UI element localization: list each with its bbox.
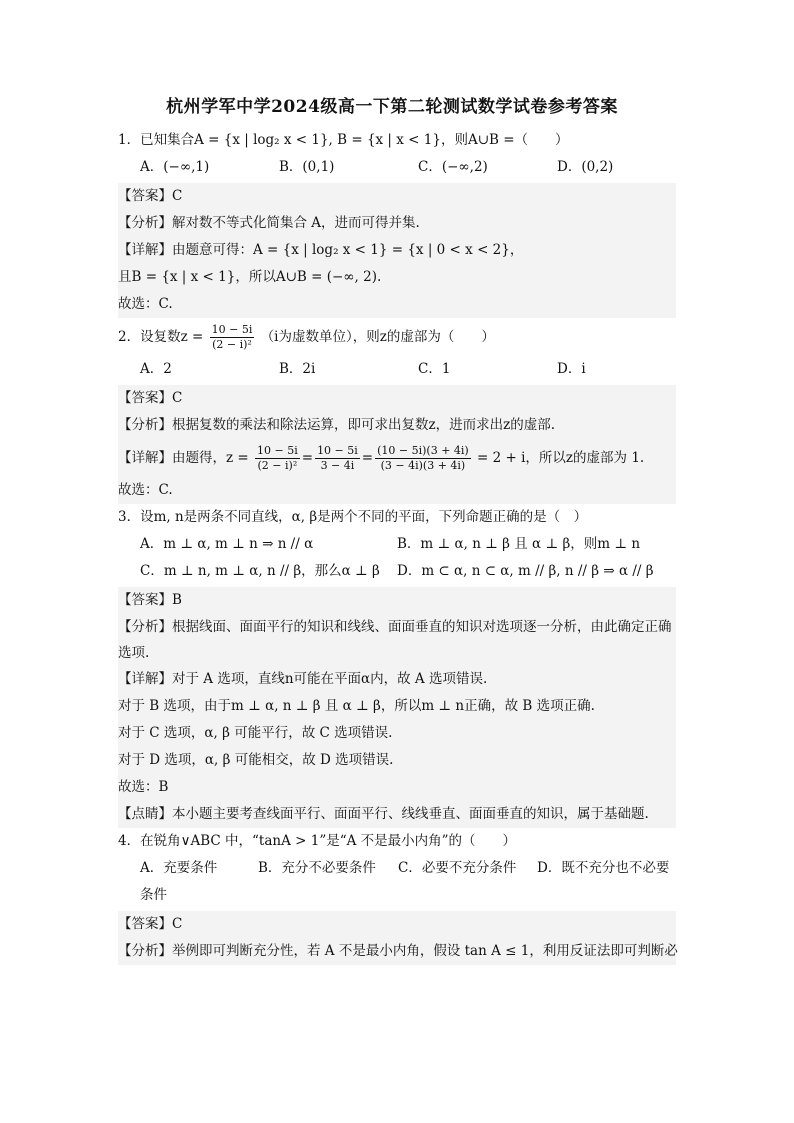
question-3-options [118, 531, 676, 585]
answer-line: 【答案】B [118, 592, 182, 608]
answer-line: 【答案】C [118, 390, 183, 406]
choose-line: 故选：B [118, 779, 169, 795]
fraction [315, 444, 360, 473]
question-4-stem: 4．在锐角∨ABC 中，“tanA > 1”是“A 不是最小内角”的（ ） [118, 833, 517, 849]
denominator: (3 − 4i)(3 + 4i) [380, 459, 466, 472]
option-c: C．必要不充分条件 [398, 860, 517, 876]
analysis-line: 【分析】解对数不等式化简集合 A，进而可得并集. [118, 215, 420, 231]
answer-document [118, 92, 676, 965]
fraction [375, 444, 471, 473]
option-b: B．充分不必要条件 [258, 860, 376, 876]
question-2-stem [118, 318, 676, 356]
question-3-stem: 3．设m, n是两条不同直线，α, β是两个不同的平面，下列命题正确的是（ ） [118, 509, 588, 525]
choose-line: 故选：C. [118, 296, 173, 312]
answer-line: 【答案】C [118, 188, 183, 204]
numerator: (10 − 5i)(3 + 4i) [377, 444, 469, 457]
detail-line: 对于 B 选项，由于m ⊥ α, n ⊥ β 且 α ⊥ β，所以m ⊥ n正确，故 B 选项正确. [118, 698, 595, 714]
denominator: (2 − i)² [257, 459, 298, 472]
question-2-options [118, 356, 676, 383]
option-b: B．(0,1) [279, 159, 335, 175]
detail-line: 【详解】由题意可得：A = {x | log₂ x < 1} = {x | 0 < x < 2}， [118, 242, 524, 258]
stem-prefix: 2．设复数z = [118, 329, 204, 345]
option-wrap [118, 882, 676, 909]
question-4-solution [118, 911, 676, 965]
detail-line: 对于 D 选项，α, β 可能相交，故 D 选项错误. [118, 752, 394, 768]
option-c: C．1 [418, 361, 451, 377]
option-d-wrap: 条件 [140, 887, 167, 903]
stem-suffix: （i为虚数单位），则z的虚部为（ ） [260, 329, 495, 345]
option-d: D．(0,2) [557, 159, 614, 175]
detail-line: 且B = {x | x < 1}，所以A∪B = (−∞, 2). [118, 269, 382, 285]
question-4-options [118, 855, 676, 882]
analysis-line: 【分析】根据复数的乘法和除法运算，即可求出复数z，进而求出z的虚部. [118, 417, 556, 433]
option-d: D．i [557, 361, 586, 377]
fraction [210, 323, 255, 352]
detail-line: 【详解】由题得，z = $\frac{10 - 5i}{\text{(2 − i)²}}$ = $\frac{10 - 5i}{3 - 4i}$ = $\frac{(10 - 5i)(3 + 4i)}{(3 - 4i)(3 + 4i)}$ = 2 + i，所以z的虚部为 1. [118, 444, 645, 472]
numerator: 10 − 5i [257, 444, 298, 457]
numerator: 10 − 5i [317, 444, 358, 457]
detail-line: 对于 C 选项，α, β 可能平行，故 C 选项错误. [118, 725, 393, 741]
question-2-solution [118, 385, 676, 504]
detail-prefix: 【详解】由题得，z = [118, 450, 249, 466]
option-b: B．m ⊥ α, n ⊥ β 且 α ⊥ β，则m ⊥ n [397, 536, 641, 552]
analysis-line: 【分析】根据线面、面面平行的知识和线线、面面垂直的知识对选项逐一分析，由此确定正确选项. [118, 619, 672, 661]
denominator: 3 − 4i [320, 459, 355, 472]
question-1-stem: 1．已知集合A = {x | log₂ x < 1}, B = {x | x < 1}，则A∪B =（ ） [118, 132, 569, 148]
numerator: 10 − 5i [211, 323, 253, 336]
option-d: D．m ⊂ α, n ⊂ α, m // β, n // β ⇒ α // β [397, 563, 654, 579]
option-a: A．(−∞,1) [140, 159, 210, 175]
answer-line: 【答案】C [118, 916, 183, 932]
detail-suffix: = 2 + i，所以z的虚部为 1. [477, 450, 645, 466]
question-3-solution [118, 587, 676, 828]
analysis-line: 【分析】举例即可判断充分性，若 A 不是最小内角，假设 tan A ≤ 1，利用反证法即可判断必 [118, 943, 678, 959]
option-b: B．2i [279, 361, 316, 377]
question-1-solution [118, 183, 676, 318]
option-d: D．既不充分也不必要 [537, 860, 670, 876]
choose-line: 故选：C. [118, 482, 173, 498]
option-a: A．2 [140, 361, 172, 377]
denominator: (2 − i)² [212, 338, 252, 351]
detail-line: 【详解】对于 A 选项，直线n可能在平面α内，故 A 选项错误. [118, 671, 488, 687]
fraction [255, 444, 300, 473]
option-a: A．充要条件 [140, 860, 218, 876]
question-1-options [118, 154, 676, 181]
option-a: A．m ⊥ α, m ⊥ n ⇒ n // α [140, 536, 314, 552]
document-title: 杭州学军中学2024级高一下第二轮测试数学试卷参考答案 [166, 97, 618, 117]
option-c: C．m ⊥ n, m ⊥ α, n // β，那么α ⊥ β [140, 563, 380, 579]
option-c: C．(−∞,2) [418, 159, 488, 175]
comment-line: 【点睛】本小题主要考查线面平行、面面平行、线线垂直、面面垂直的知识，属于基础题. [118, 806, 649, 822]
